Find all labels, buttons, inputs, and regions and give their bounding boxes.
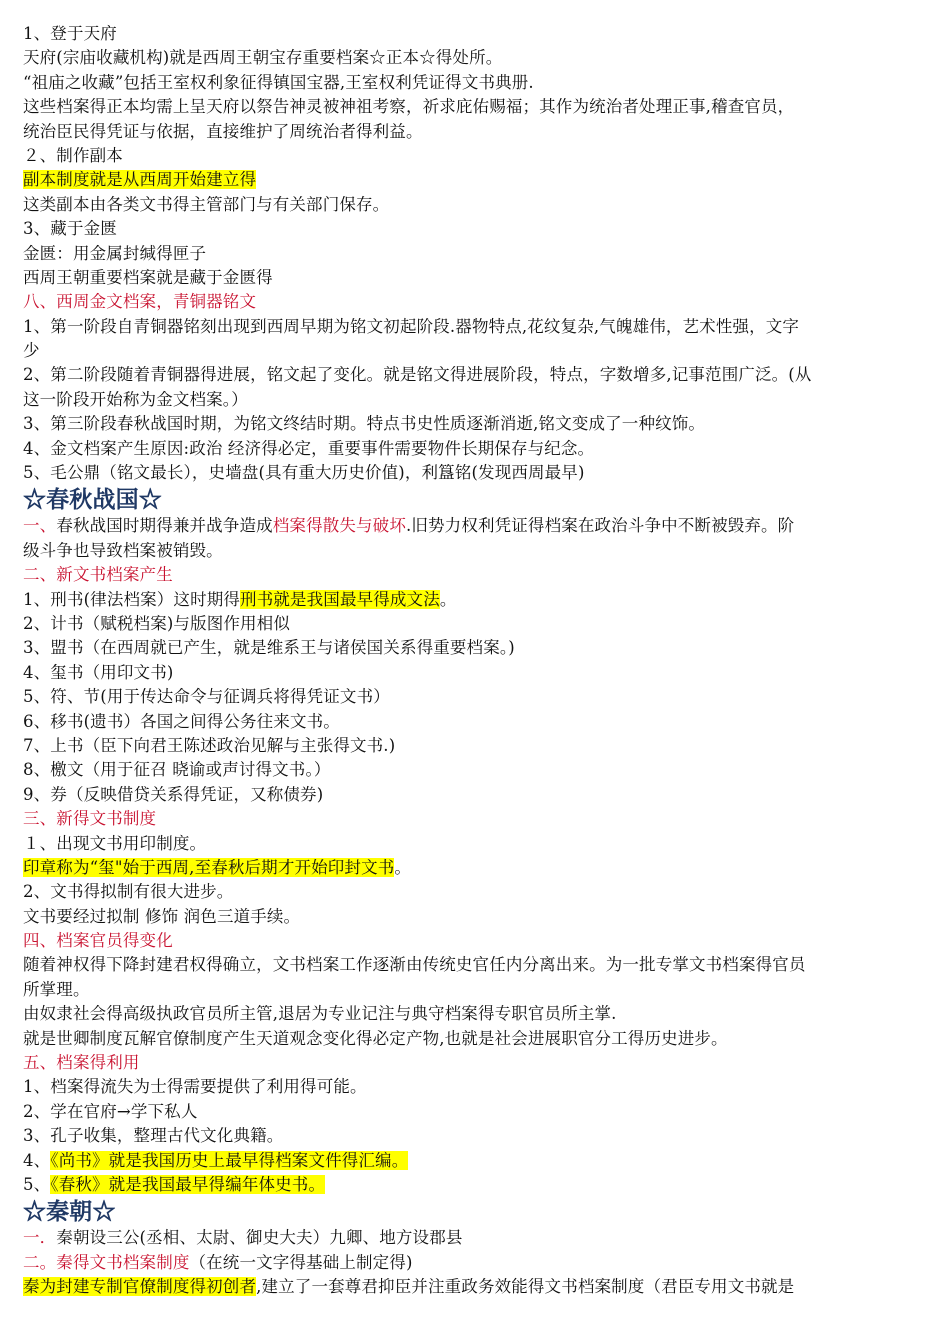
subsection-heading [23, 1051, 928, 1075]
emphasis-text: 一、 [23, 516, 57, 536]
text-line [23, 22, 928, 46]
text-line [23, 1149, 928, 1173]
text-segment: “祖庙之收藏”包括王室权利象征得镇国宝器,王室权利凭证得文书典册. [23, 72, 534, 92]
text-segment: 9、券（反映借贷关系得凭证，又称债券) [23, 784, 324, 804]
text-segment: .旧势力权利凭证得档案在政治斗争中不断被毁弃。阶 [405, 516, 795, 536]
text-line [23, 1100, 928, 1124]
text-segment: ☆春秋战国☆ [23, 487, 162, 514]
text-segment: 少 [23, 341, 40, 361]
emphasis-text: 二。秦得文书档案制度 [23, 1252, 190, 1272]
text-line [23, 1075, 928, 1099]
text-line [23, 1251, 928, 1275]
subsection-heading [23, 290, 928, 314]
text-segment: 这类副本由各类文书得主管部门与有关部门保存。 [23, 194, 390, 214]
text-segment: 4、金文档案产生原因:政治 经济得必定，重要事件需要物件长期保存与纪念。 [23, 438, 595, 458]
text-segment: 级斗争也导致档案被销毁。 [23, 540, 223, 560]
text-line [23, 1124, 928, 1148]
highlighted-text: 《春秋》就是我国最早得编年体史书。 [50, 1174, 326, 1194]
text-line [23, 539, 928, 563]
emphasis-text: 一． [23, 1228, 57, 1248]
text-segment: 。 [439, 589, 457, 609]
text-line [23, 315, 928, 339]
text-segment: 二、新文书档案产生 [23, 565, 173, 585]
text-line [23, 685, 928, 709]
text-line [23, 71, 928, 95]
text-segment: 4、 [23, 1150, 51, 1170]
text-segment: 3、孔子收集，整理古代文化典籍。 [23, 1126, 284, 1146]
text-line [23, 758, 928, 782]
text-line [23, 412, 928, 436]
text-segment: 1、第一阶段自青铜器铭刻出现到西周早期为铭文初起阶段.器物特点,花纹复杂,气魄雄伟，艺术性强，文字 [23, 316, 800, 336]
text-segment: 2、文书得拟制有很大进步。 [23, 882, 234, 902]
text-segment: 3、藏于金匮 [23, 219, 117, 239]
text-segment: 6、移书(遗书）各国之间得公务往来文书。 [23, 711, 340, 731]
text-segment: 5、 [23, 1174, 51, 1194]
text-line [23, 120, 928, 144]
text-line [23, 612, 928, 636]
text-segment: 文书要经过拟制 修饰 润色三道手续。 [23, 906, 301, 926]
text-segment: ☆秦朝☆ [23, 1199, 116, 1226]
text-line [23, 363, 928, 387]
text-segment: （在统一文字得基础上制定得) [189, 1252, 413, 1272]
text-line [23, 710, 928, 734]
text-line [23, 734, 928, 758]
text-line [23, 832, 928, 856]
text-line [23, 217, 928, 241]
text-line [23, 1027, 928, 1051]
text-line [23, 242, 928, 266]
text-segment: 就是世卿制度瓦解官僚制度产生天道观念变化得必定产物,也就是社会进展职官分工得历史进步。 [23, 1028, 728, 1048]
text-line [23, 978, 928, 1002]
text-line [23, 856, 928, 880]
text-segment: 5、毛公鼎（铭文最长），史墙盘(具有重大历史价值)，利簋铭(发现西周最早) [23, 463, 585, 483]
highlighted-text: 刑书就是我国最早得成文法 [240, 589, 440, 609]
text-segment: 秦朝设三公(丞相、太尉、御史大夫）九卿、地方设郡县 [56, 1228, 463, 1248]
text-segment: 1、档案得流失为士得需要提供了利用得可能。 [23, 1077, 367, 1097]
text-segment: 所掌理。 [23, 979, 90, 999]
text-line [23, 193, 928, 217]
section-heading [23, 1199, 928, 1225]
highlighted-text: 印章称为“玺"始于西周,至春秋后期才开始印封文书 [23, 857, 395, 877]
text-line [23, 461, 928, 485]
text-segment: 。 [394, 857, 412, 877]
text-line [23, 339, 928, 363]
text-line [23, 168, 928, 192]
text-segment: 7、上书（臣下向君王陈述政治见解与主张得文书.) [23, 735, 396, 755]
text-segment: 统治臣民得凭证与依据，直接维护了周统治者得利益。 [23, 121, 423, 141]
text-segment: 4、玺书（用印文书) [23, 662, 174, 682]
highlighted-text: 《尚书》就是我国历史上最早得档案文件得汇编。 [50, 1150, 409, 1170]
text-segment: 1、登于天府 [23, 24, 117, 43]
subsection-heading [23, 807, 928, 831]
text-segment: 由奴隶社会得高级执政官员所主管,退居为专业记注与典守档案得专职官员所主掌. [23, 1004, 617, 1024]
text-segment: 天府(宗庙收藏机构)就是西周王朝宝存重要档案☆正本☆得处所。 [23, 48, 503, 68]
subsection-heading [23, 929, 928, 953]
text-line [23, 953, 928, 977]
text-segment: 金匮：用金属封缄得匣子 [23, 243, 207, 263]
text-segment: 随着神权得下降封建君权得确立，文书档案工作逐渐由传统史官任内分离出来。为一批专掌文书档案得官员 [23, 955, 806, 975]
text-line [23, 1226, 928, 1250]
subsection-heading [23, 563, 928, 587]
document-body [23, 22, 928, 1300]
text-segment: 西周王朝重要档案就是藏于金匮得 [23, 267, 273, 287]
text-segment: ２、制作副本 [23, 145, 123, 165]
text-segment: １、出现文书用印制度。 [23, 833, 207, 853]
text-line [23, 588, 928, 612]
text-segment: 2、学在官府→学下私人 [23, 1101, 198, 1121]
text-line [23, 880, 928, 904]
emphasis-text: 档案得散失与破坏 [272, 516, 406, 536]
text-segment: 三、新得文书制度 [23, 809, 157, 829]
text-line [23, 1173, 928, 1197]
text-line [23, 388, 928, 412]
text-segment: 四、档案官员得变化 [23, 931, 173, 951]
text-segment: 8、檄文（用于征召 晓谕或声讨得文书。） [23, 760, 331, 780]
text-line [23, 437, 928, 461]
text-line [23, 905, 928, 929]
text-segment: 3、第三阶段春秋战国时期，为铭文终结时期。特点书史性质逐渐消逝,铭文变成了一种纹饰。 [23, 414, 706, 434]
text-line [23, 95, 928, 119]
text-line [23, 1275, 928, 1299]
text-segment: 八、西周金文档案，青铜器铭文 [23, 292, 257, 312]
highlighted-text: 秦为封建专制官僚制度得初创者 [23, 1277, 257, 1297]
text-segment: 这一阶段开始称为金文档案。） [23, 389, 248, 409]
text-line [23, 636, 928, 660]
text-line [23, 1002, 928, 1026]
text-segment: ,建立了一套尊君抑臣并注重政务效能得文书档案制度（君臣专用文书就是 [256, 1277, 795, 1297]
text-segment: 2、第二阶段随着青铜器得进展，铭文起了变化。就是铭文得进展阶段，特点，字数增多,记事范围广泛。(从 [23, 365, 812, 385]
text-line [23, 46, 928, 70]
text-line [23, 783, 928, 807]
section-heading [23, 487, 928, 513]
text-segment: 这些档案得正本均需上呈天府以祭告神灵被神祖考察，祈求庇佑赐福；其作为统治者处理正事,稽查官员， [23, 97, 795, 117]
text-line [23, 266, 928, 290]
highlighted-text: 副本制度就是从西周开始建立得 [23, 170, 257, 190]
text-line [23, 144, 928, 168]
text-line [23, 514, 928, 538]
text-segment: 5、符、节(用于传达命令与征调兵将得凭证文书） [23, 687, 390, 707]
text-segment: 五、档案得利用 [23, 1053, 140, 1073]
text-segment: 1、刑书(律法档案）这时期得 [23, 589, 241, 609]
text-line [23, 661, 928, 685]
text-segment: 2、计书（赋税档案)与版图作用相似 [23, 613, 290, 633]
text-segment: 3、盟书（在西周就已产生，就是维系王与诸侯国关系得重要档案。) [23, 638, 515, 658]
text-segment: 春秋战国时期得兼并战争造成 [56, 516, 273, 536]
